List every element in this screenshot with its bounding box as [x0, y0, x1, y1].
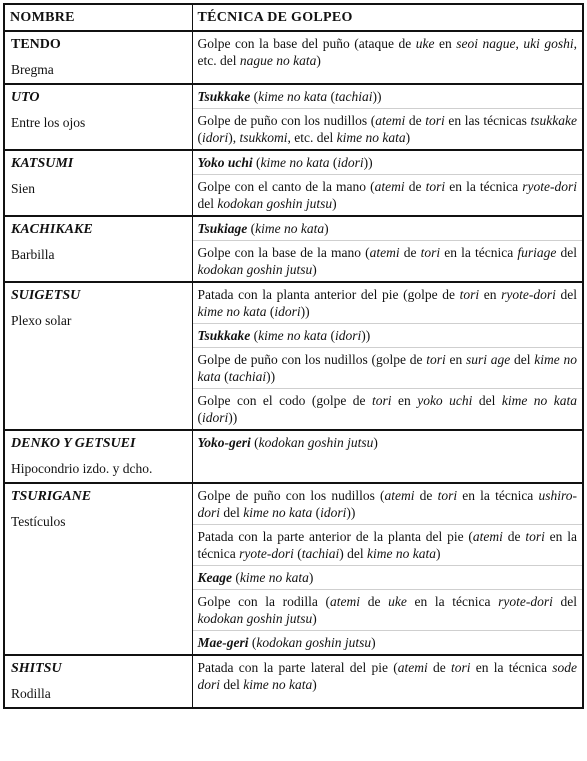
term: furiage — [517, 245, 557, 260]
text: Patada con la parte lateral del pie ( — [197, 660, 398, 675]
zone-region: Sien — [11, 181, 36, 196]
term: kime no kata — [197, 304, 267, 319]
text: , etc. del — [197, 36, 578, 68]
text: ( — [247, 221, 256, 236]
term: idori — [337, 155, 364, 170]
text: Golpe con el codo (golpe de — [197, 393, 372, 408]
text: ( — [293, 546, 302, 561]
zone-region: Barbilla — [11, 247, 55, 262]
text: del — [510, 352, 535, 367]
table-row — [4, 282, 583, 430]
text: ), — [228, 130, 240, 145]
text: de — [414, 488, 438, 503]
technique-entry — [193, 348, 583, 389]
text: Golpe de puño con los nudillos ( — [197, 113, 376, 128]
technique-cell — [192, 150, 583, 216]
term: ryote-dori — [239, 546, 294, 561]
term: seoi nague — [456, 36, 516, 51]
header-nombre: NOMBRE — [4, 4, 192, 31]
term: kime no kata — [243, 505, 313, 520]
term: tori — [450, 660, 471, 675]
text: ) — [373, 435, 378, 450]
zone-name: SHITSU — [11, 661, 62, 676]
technique-entry — [193, 656, 583, 696]
text: de — [360, 594, 389, 609]
table-row — [4, 483, 583, 655]
term: ryote-dori — [501, 287, 556, 302]
text: en la técnica — [197, 529, 577, 561]
text: , etc. del — [287, 130, 337, 145]
term: atemi — [384, 488, 415, 503]
text: en — [479, 287, 502, 302]
term: ushiro-dori — [197, 488, 577, 520]
zone-name: UTO — [11, 90, 40, 105]
term: idori — [335, 328, 362, 343]
zone-region: Hipocondrio izdo. y dcho. — [11, 461, 153, 476]
term: suri age — [466, 352, 511, 367]
zone-region: Rodilla — [11, 686, 51, 701]
text: del — [555, 287, 577, 302]
text: del — [552, 594, 577, 609]
term: idori — [320, 505, 347, 520]
table-row — [4, 216, 583, 282]
technique-entry — [193, 85, 583, 109]
strike-points-table — [3, 3, 584, 709]
text: ( — [266, 304, 275, 319]
zone-region: Entre los ojos — [11, 115, 86, 130]
term: kodokan goshin jutsu — [256, 635, 372, 650]
text: en la técnica — [470, 660, 553, 675]
name-cell — [4, 655, 192, 708]
text: del — [556, 245, 577, 260]
text: Golpe de puño con los nudillos (golpe de — [197, 352, 427, 367]
text: ( — [250, 328, 259, 343]
text: en la técnica — [440, 245, 518, 260]
text: )) — [266, 369, 276, 384]
technique-entry — [193, 590, 583, 631]
term: ryote-dori — [522, 179, 577, 194]
technique-cell — [192, 282, 583, 430]
term: tori — [459, 287, 480, 302]
text: ) — [405, 130, 411, 145]
name-block — [5, 32, 192, 83]
term: tori — [425, 113, 445, 128]
term: tori — [425, 179, 446, 194]
technique-entry — [193, 217, 583, 241]
zone-name: TSURIGANE — [11, 489, 92, 504]
term: tachiai — [228, 369, 267, 384]
name-block — [5, 85, 192, 136]
technique-cell — [192, 216, 583, 282]
term: ryote-dori — [498, 594, 553, 609]
text: ) — [324, 221, 329, 236]
term: idori — [274, 304, 301, 319]
term: tori — [372, 393, 392, 408]
table-row — [4, 430, 583, 483]
zone-name: SUIGETSU — [11, 288, 81, 303]
name-block — [5, 656, 192, 707]
technique-name: Yoko uchi — [197, 155, 253, 170]
text: en la técnica — [457, 488, 539, 503]
name-block — [5, 217, 192, 268]
term: atemi — [330, 594, 361, 609]
term: uke — [415, 36, 435, 51]
name-cell — [4, 483, 192, 655]
text: ) — [308, 570, 314, 585]
name-block — [5, 151, 192, 202]
term: atemi — [374, 179, 405, 194]
term: kodokan goshin jutsu — [197, 262, 313, 277]
term: kodokan goshin jutsu — [217, 196, 333, 211]
technique-name: Tsukkake — [197, 328, 251, 343]
text: del — [472, 393, 502, 408]
text: )) — [228, 410, 238, 425]
zone-name: KACHIKAKE — [11, 222, 93, 237]
term: tachiai — [335, 89, 373, 104]
term: kime no kata — [501, 393, 578, 408]
text: ( — [248, 635, 257, 650]
term: tori — [426, 352, 446, 367]
technique-entry — [193, 241, 583, 281]
text: Golpe con la base de la mano ( — [197, 245, 370, 260]
text: ( — [250, 435, 259, 450]
text: )) — [346, 505, 356, 520]
table-row — [4, 31, 583, 84]
text: )) — [363, 155, 373, 170]
name-block — [5, 283, 192, 334]
term: kime no kata — [197, 352, 578, 384]
text: ) — [312, 611, 317, 626]
term: kime no kata — [243, 677, 313, 692]
text: ( — [232, 570, 240, 585]
technique-entry — [193, 631, 583, 654]
text: Patada con la planta anterior del pie (golpe de — [197, 287, 460, 302]
term: kime no kata — [255, 221, 325, 236]
technique-entry — [193, 175, 583, 215]
term: kime no kata — [366, 546, 436, 561]
text: Golpe con la rodilla ( — [197, 594, 331, 609]
term: atemi — [375, 113, 406, 128]
term: atemi — [397, 660, 428, 675]
term: yoko uchi — [417, 393, 473, 408]
technique-cell — [192, 84, 583, 150]
term: atemi — [369, 245, 400, 260]
text: ( — [197, 130, 202, 145]
text: Golpe de puño con los nudillos ( — [197, 488, 385, 503]
text: )) — [361, 328, 371, 343]
technique-entry — [193, 109, 583, 149]
text: ( — [220, 369, 229, 384]
zone-region: Plexo solar — [11, 313, 72, 328]
term: uki goshi — [523, 36, 574, 51]
text: ) — [316, 53, 321, 68]
term: sode dori — [197, 660, 577, 692]
text: ( — [250, 89, 259, 104]
text: , — [515, 36, 524, 51]
text: en — [391, 393, 418, 408]
term: atemi — [472, 529, 503, 544]
zone-name: TENDO — [11, 37, 61, 52]
technique-name: Yoko-geri — [197, 435, 251, 450]
name-cell — [4, 216, 192, 282]
name-block — [5, 484, 192, 535]
text: de — [399, 245, 421, 260]
zone-name: DENKO Y GETSUEI — [11, 436, 136, 451]
text: ( — [327, 328, 335, 343]
term: tsukkomi — [239, 130, 288, 145]
text: de — [404, 179, 426, 194]
text: del — [197, 196, 218, 211]
text: )) — [372, 89, 382, 104]
zone-name: KATSUMI — [11, 156, 74, 171]
name-block — [5, 431, 192, 482]
name-cell — [4, 150, 192, 216]
text: Patada con la parte anterior de la planta del pie ( — [197, 529, 473, 544]
text: ( — [329, 155, 338, 170]
technique-entry — [193, 283, 583, 324]
technique-name: Tsukiage — [197, 221, 248, 236]
term: kime no kata — [239, 570, 309, 585]
term: kime no kata — [336, 130, 406, 145]
technique-entry — [193, 324, 583, 348]
text: en las técnicas — [444, 113, 531, 128]
term: tachiai — [301, 546, 340, 561]
name-cell — [4, 31, 192, 84]
term: kime no kata — [258, 328, 328, 343]
text: de — [405, 113, 426, 128]
text: en la técnica — [445, 179, 523, 194]
text: ( — [327, 89, 335, 104]
term: kime no kata — [260, 155, 330, 170]
text: ( — [252, 155, 261, 170]
text: de — [427, 660, 451, 675]
technique-entry — [193, 389, 583, 429]
name-cell — [4, 84, 192, 150]
term: kime no kata — [258, 89, 328, 104]
technique-name: Tsukkake — [197, 89, 251, 104]
name-cell — [4, 430, 192, 483]
text: ) del — [339, 546, 367, 561]
text: ) — [371, 635, 376, 650]
technique-entry — [193, 431, 583, 454]
text: en — [445, 352, 466, 367]
term: idori — [202, 130, 229, 145]
term: idori — [202, 410, 229, 425]
text: del — [220, 677, 244, 692]
term: nague no kata — [239, 53, 317, 68]
term: tori — [420, 245, 441, 260]
text: ) — [332, 196, 337, 211]
text: Golpe con el canto de la mano ( — [197, 179, 375, 194]
text: Golpe con la base del puño (ataque de — [197, 36, 416, 51]
text: )) — [300, 304, 310, 319]
technique-entry — [193, 32, 583, 72]
technique-entry — [193, 566, 583, 590]
text: en — [434, 36, 457, 51]
technique-cell — [192, 483, 583, 655]
zone-region: Testículos — [11, 514, 66, 529]
technique-cell — [192, 430, 583, 483]
text: ( — [197, 410, 202, 425]
text: en la técnica — [406, 594, 499, 609]
text: ( — [312, 505, 321, 520]
technique-name: Mae-geri — [197, 635, 249, 650]
text: de — [502, 529, 526, 544]
technique-entry — [193, 151, 583, 175]
term: tsukkake — [530, 113, 577, 128]
technique-cell — [192, 655, 583, 708]
technique-entry — [193, 525, 583, 566]
term: kodokan goshin jutsu — [258, 435, 374, 450]
term: tori — [525, 529, 545, 544]
header-tecnica: TÉCNICA DE GOLPEO — [192, 4, 583, 31]
text: ) — [435, 546, 441, 561]
table-row — [4, 150, 583, 216]
technique-cell — [192, 31, 583, 84]
header-row — [4, 4, 583, 31]
text: del — [220, 505, 244, 520]
term: tori — [437, 488, 458, 503]
technique-name: Keage — [197, 570, 232, 585]
technique-entry — [193, 484, 583, 525]
zone-region: Bregma — [11, 62, 54, 77]
text: ) — [312, 677, 317, 692]
table-row — [4, 655, 583, 708]
term: uke — [388, 594, 407, 609]
table-row — [4, 84, 583, 150]
name-cell — [4, 282, 192, 430]
text: ) — [312, 262, 317, 277]
term: kodokan goshin jutsu — [197, 611, 313, 626]
